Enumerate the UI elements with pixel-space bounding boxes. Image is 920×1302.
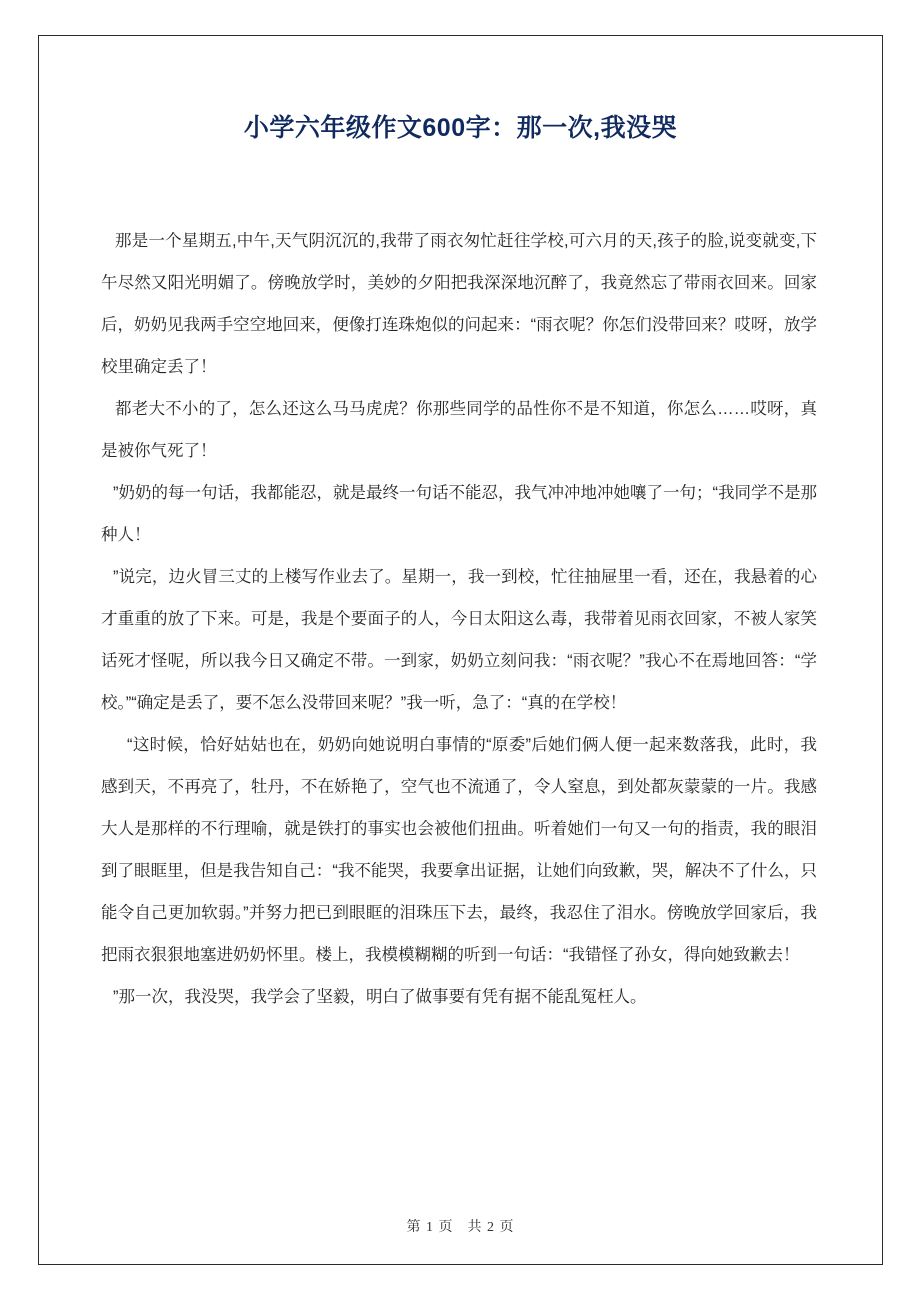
paragraph: ”那一次，我没哭，我学会了坚毅，明白了做事要有凭有据不能乱冤枉人。 — [113, 988, 647, 1006]
paragraph: ”说完，边火冒三丈的上楼写作业去了。星期一，我一到校，忙往抽屉里一看，还在，我悬着的心才重重的放了下来。可是，我是个要面子的人，今日太阳这么毒，我带着见雨衣回家，不被人家笑话死才怪呢，所以我今日又确定不带。一到家，奶奶立刻问我：“雨衣呢？”我心不在焉地回答：“学校。”“确定是丢了，要不怎么没带回来呢？”我一听，急了：“真的在学校！ — [101, 568, 817, 712]
page-content-area — [39, 36, 882, 1264]
paragraph: 那是一个星期五,中午,天气阴沉沉的,我带了雨衣匆忙赶往学校,可六月的天,孩子的脸,说变就变,下午尽然又阳光明媚了。傍晚放学时，美妙的夕阳把我深深地沉醉了，我竟然忘了带雨衣回来。回家后，奶奶见我两手空空地回来，便像打连珠炮似的问起来：“雨衣呢？你怎们没带回来？哎呀，放学校里确定丢了！ — [101, 232, 817, 376]
page-title: 小学六年级作文600字：那一次,我没哭 — [243, 114, 678, 142]
page-footer — [39, 1216, 882, 1236]
document-body — [101, 220, 817, 1018]
paragraph: 都老大不小的了，怎么还这么马马虎虎？你那些同学的品性你不是不知道，你怎么……哎呀，真是被你气死了！ — [101, 400, 817, 460]
current-page-indicator: 第 1 页 — [406, 1220, 454, 1235]
document-page — [38, 35, 883, 1265]
paragraph: “这时候，恰好姑姑也在，奶奶向她说明白事情的“原委”后她们俩人便一起来数落我，此时，我感到天，不再亮了，牡丹，不在娇艳了，空气也不流通了，令人窒息，到处都灰蒙蒙的一片。我感大人是那样的不行理喻，就是铁打的事实也会被他们扭曲。听着她们一句又一句的指责，我的眼泪到了眼眶里，但是我告知自己：“我不能哭，我要拿出证据，让她们向致歉，哭，解决不了什么，只能令自己更加软弱。”并努力把已到眼眶的泪珠压下去，最终，我忍住了泪水。傍晚放学回家后，我把雨衣狠狠地塞进奶奶怀里。楼上，我模模糊糊的听到一句话：“我错怪了孙女，得向她致歉去！ — [101, 736, 817, 964]
total-pages-indicator: 共 2 页 — [467, 1220, 515, 1235]
paragraph: ”奶奶的每一句话，我都能忍，就是最终一句话不能忍，我气冲冲地冲她嚷了一句；“我同学不是那种人！ — [101, 484, 817, 544]
